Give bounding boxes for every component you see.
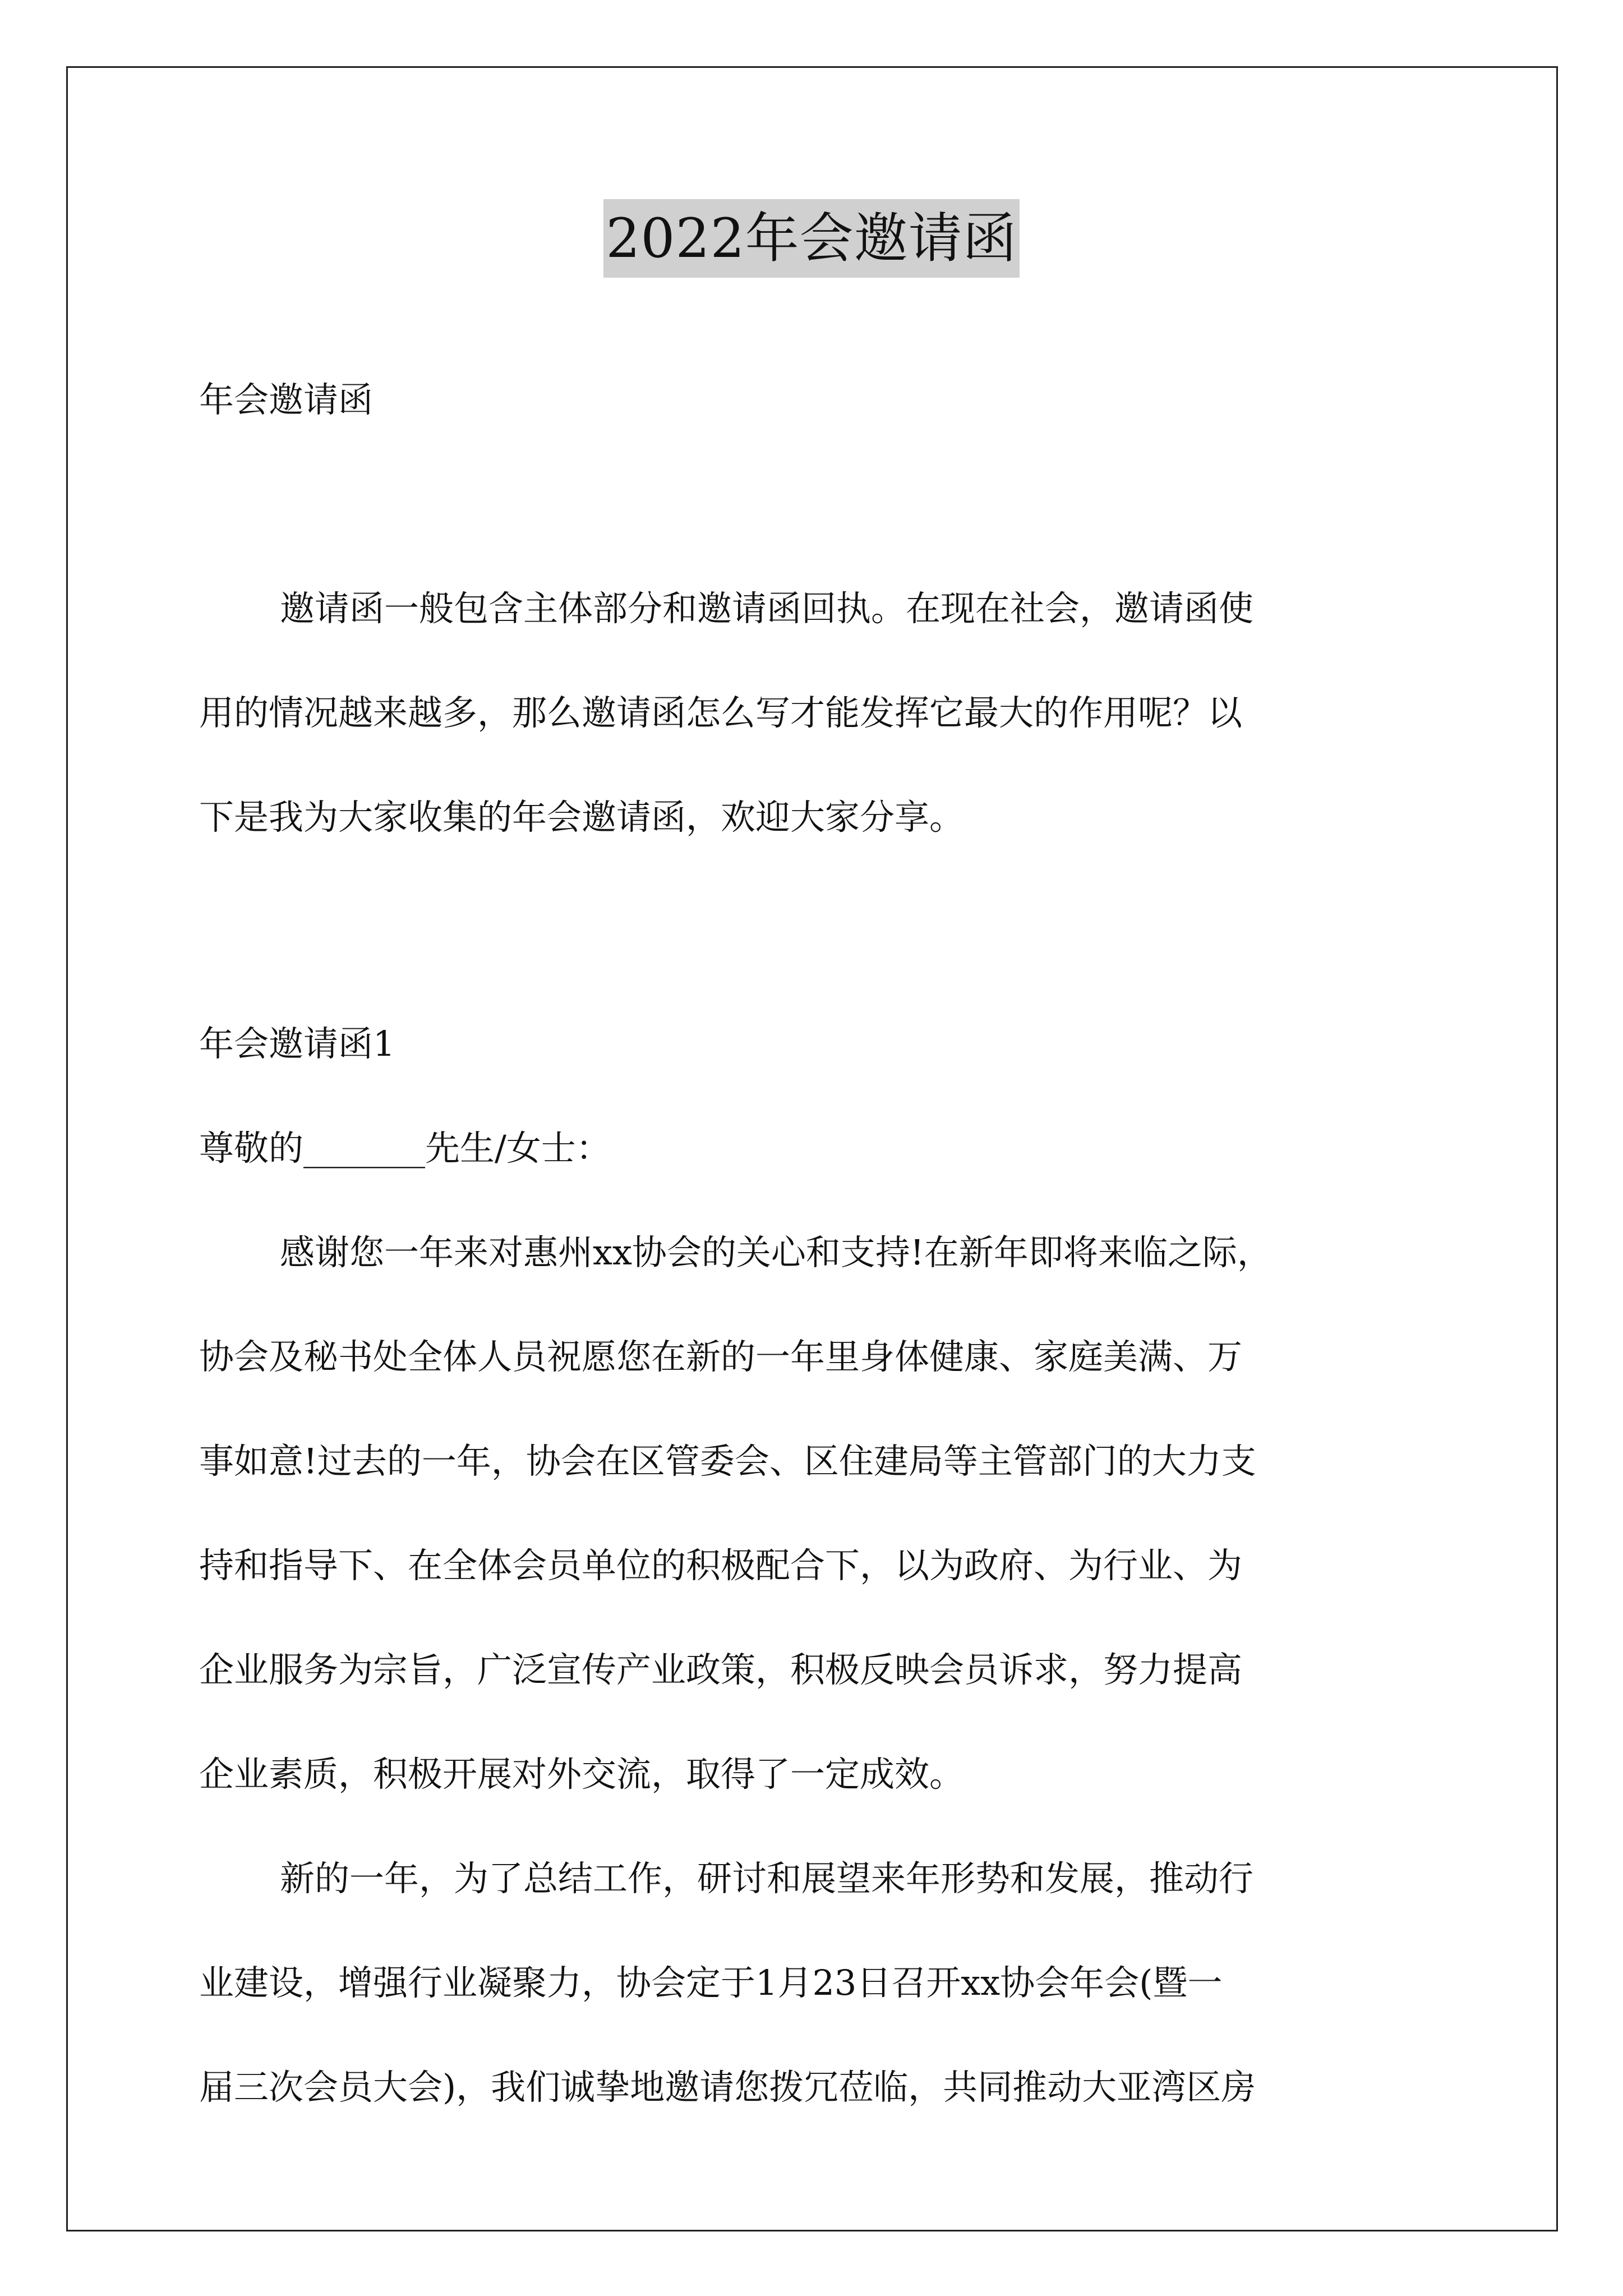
spacer (199, 452, 1433, 556)
paragraph-line: 事如意!过去的一年，协会在区管委会、区住建局等主管部门的大力支 (199, 1441, 1256, 1481)
paragraph-line: 持和指导下、在全体会员单位的积极配合下，以为政府、为行业、为 (199, 1545, 1243, 1586)
document-body (199, 348, 1433, 2122)
salutation: 尊敬的_______先生/女士： (199, 1128, 611, 1168)
spacer (199, 869, 1433, 974)
paragraph-line: 感谢您一年来对惠州xx协会的关心和支持!在新年即将来临之际， (280, 1232, 1272, 1273)
title-container (0, 199, 1623, 278)
paragraph-line: 业建设，增强行业凝聚力，协会定于1月23日召开xx协会年会(暨一 (199, 1962, 1223, 2003)
intro-line: 邀请函一般包含主体部分和邀请函回执。在现在社会，邀请函使 (280, 588, 1254, 629)
document-title: 2022年会邀请函 (603, 199, 1019, 278)
paragraph-line: 届三次会员大会)，我们诚挚地邀请您拨冗莅临，共同推动大亚湾区房 (199, 2067, 1256, 2108)
paragraph-line: 企业素质，积极开展对外交流，取得了一定成效。 (199, 1754, 965, 1795)
intro-line: 下是我为大家收集的年会邀请函，欢迎大家分享。 (199, 797, 965, 838)
heading: 年会邀请函 (199, 379, 374, 420)
paragraph-line: 新的一年，为了总结工作，研讨和展望来年形势和发展，推动行 (280, 1858, 1254, 1899)
paragraph-line: 协会及秘书处全体人员祝愿您在新的一年里身体健康、家庭美满、万 (199, 1336, 1243, 1377)
intro-line: 用的情况越来越多，那么邀请函怎么写才能发挥它最大的作用呢？以 (199, 692, 1243, 733)
section-title: 年会邀请函1 (199, 1023, 395, 1064)
paragraph-line: 企业服务为宗旨，广泛宣传产业政策，积极反映会员诉求，努力提高 (199, 1649, 1243, 1690)
